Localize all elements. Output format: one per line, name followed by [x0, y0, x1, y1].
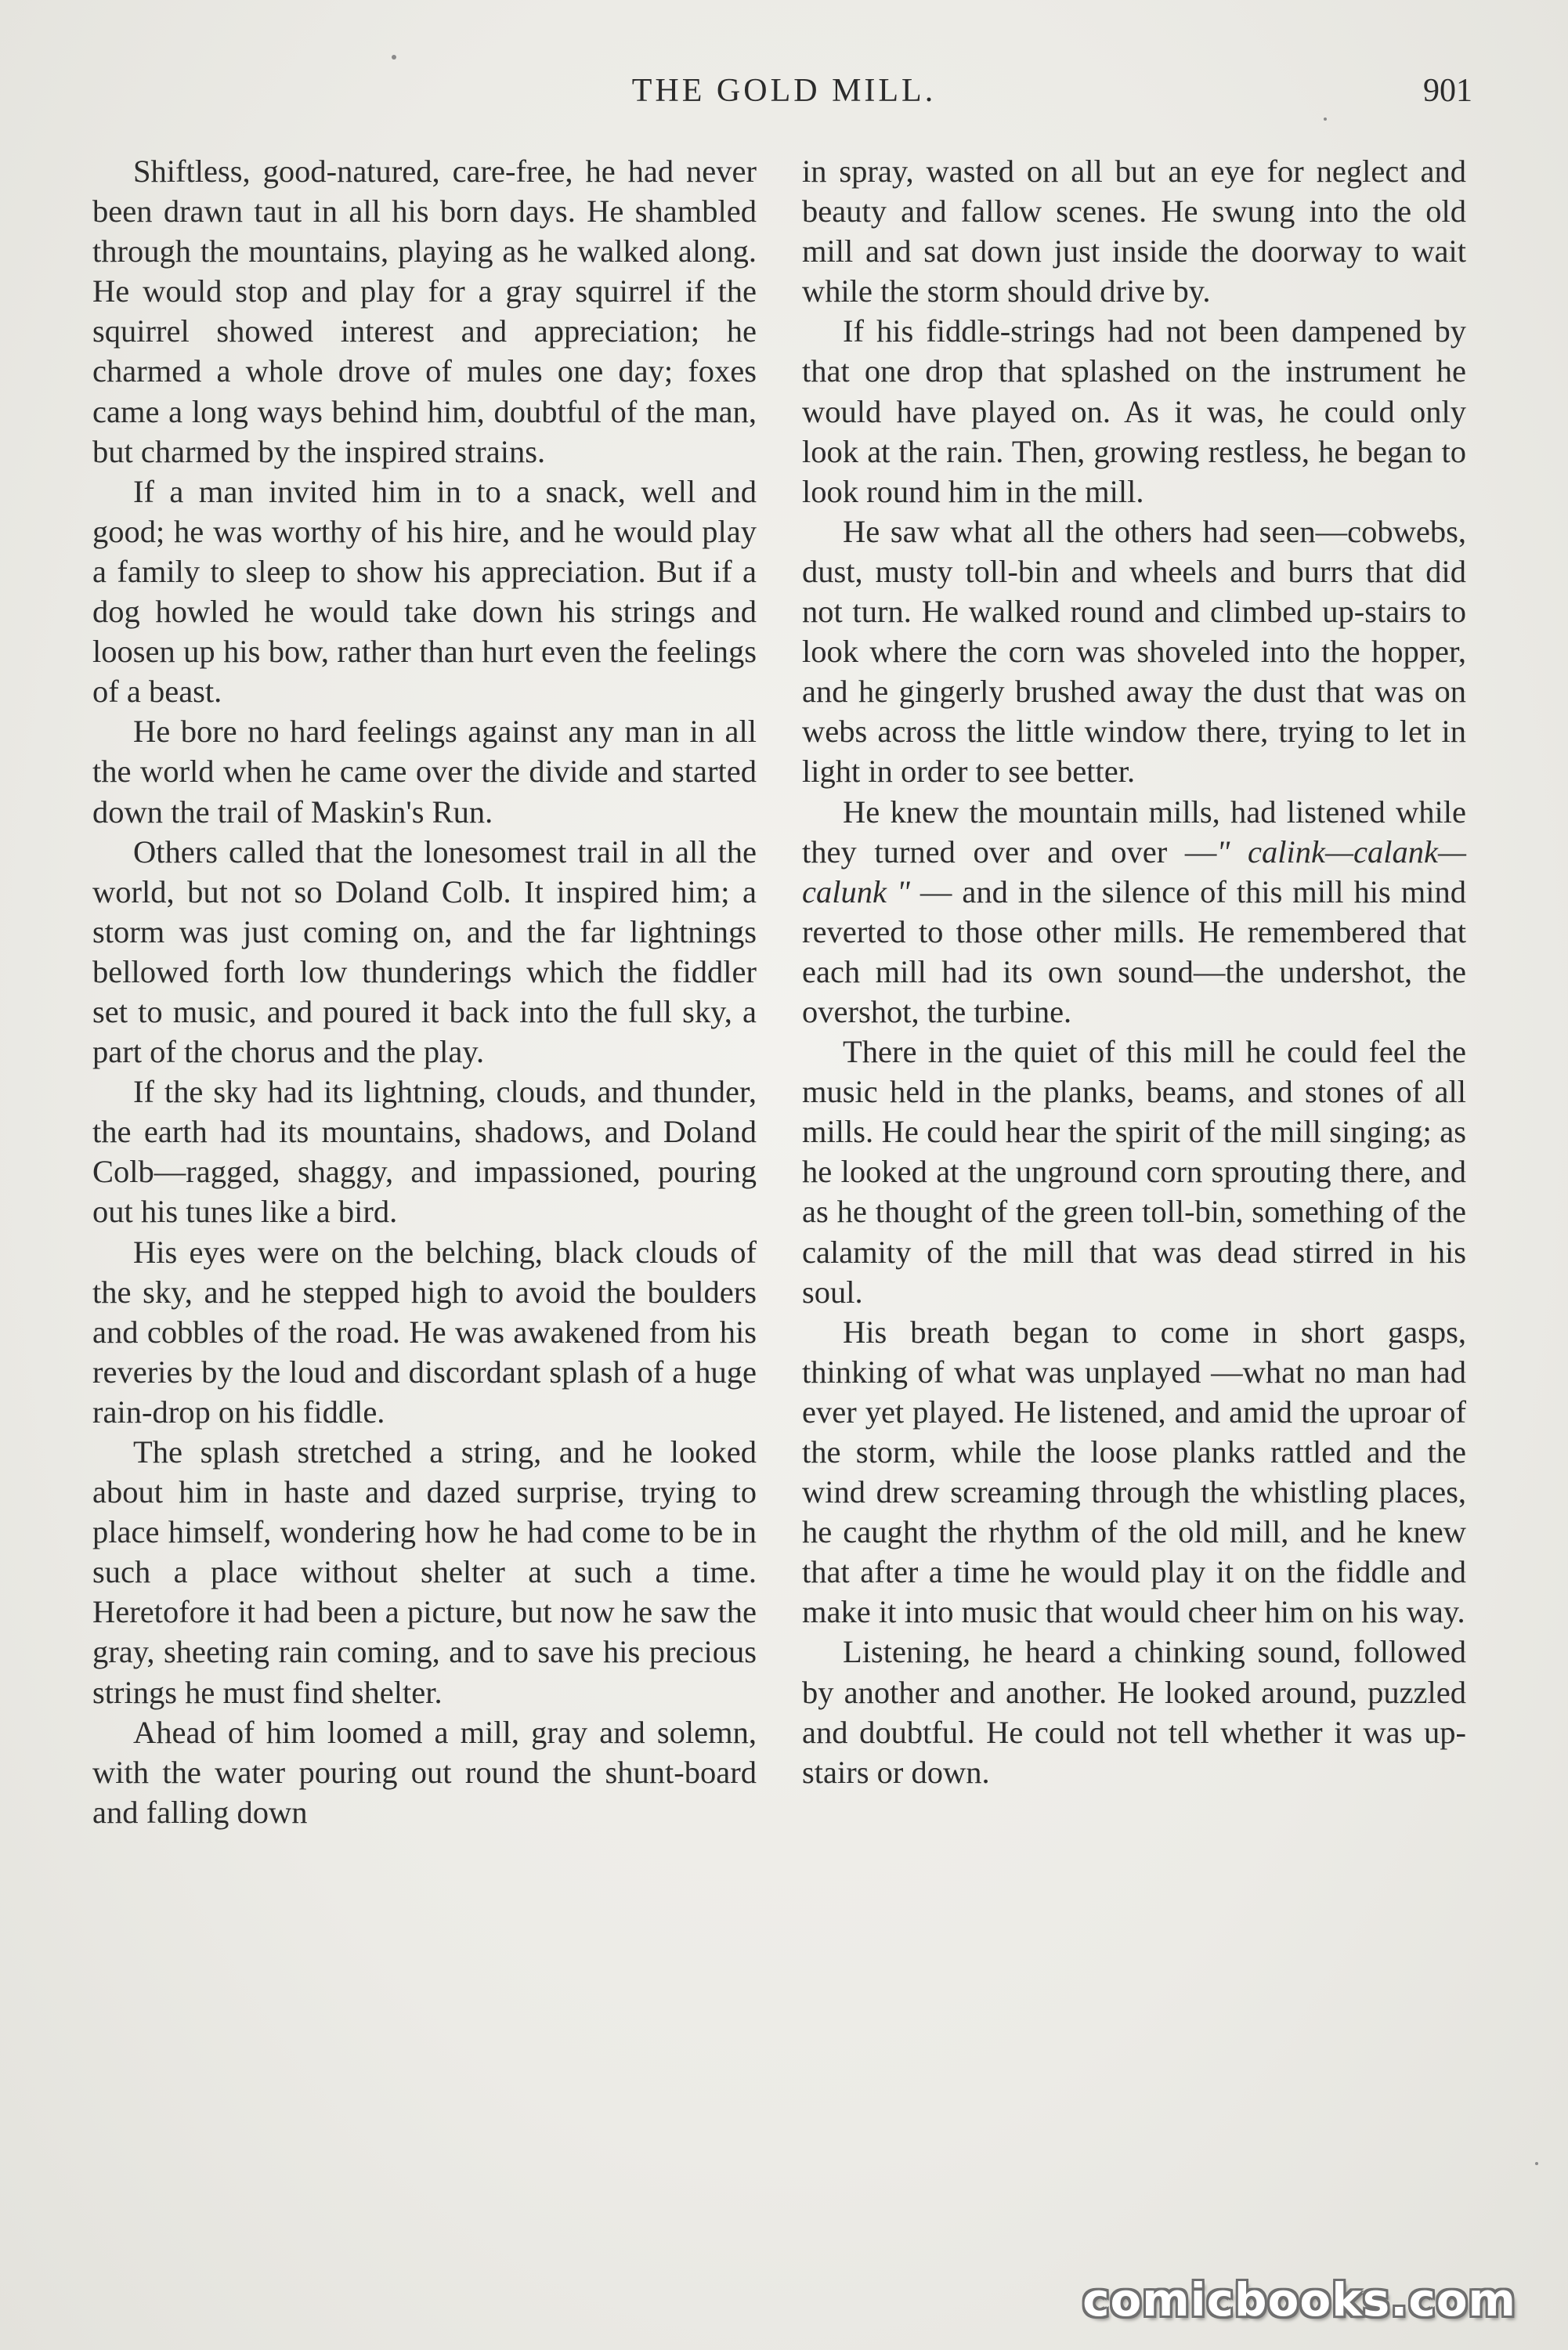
paragraph: He saw what all the others had seen—cobwebs, dust, musty toll-bin and wheels and burrs that did not turn. He walked round and climbed up-stairs to look where the corn was shoveled into the hopper, and he gingerly brushed away the dust that was on webs across the little window there, trying to let in light in order to see better. [802, 513, 1466, 790]
paragraph: The splash stretched a string, and he looked about him in haste and dazed surprise, trying to place himself, wondering how he had come to be in such a place without shelter at such a time. Heretofore it had been a picture, but now he saw the gray, sheeting rain coming, and to save his precious strings he must find shelter. [92, 1434, 757, 1710]
print-speck [1535, 2162, 1538, 2165]
left-column [92, 151, 757, 1832]
print-speck [392, 55, 396, 60]
running-title: THE GOLD MILL. [631, 73, 937, 109]
paragraph-continued: in spray, wasted on all but an eye for neglect and beauty and fallow scenes. He swung into the old mill and sat down just inside the doorway to wait while the storm should drive by. [802, 154, 1466, 309]
paragraph: Others called that the lonesomest trail in all the world, but not so Doland Colb. It inspired him; a storm was just coming on, and the far lightnings bellowed forth low thunderings which the fiddler set to music, and poured it back into the full sky, a part of the chorus and the play. [92, 833, 757, 1070]
right-column [802, 151, 1466, 1792]
paragraph: Listening, he heard a chinking sound, followed by another and another. He looked around, puzzled and doubtful. He could not tell whether it was up-stairs or down. [802, 1634, 1466, 1790]
paragraph: Shiftless, good-natured, care-free, he had never been drawn taut in all his born days. He shambled through the mountains, playing as he walked along. He would stop and play for a gray squirrel if the squirrel showed interest and appreciation; he charmed a whole drove of mules one day; foxes came a long ways behind him, doubtful of the man, but charmed by the inspired strains. [92, 154, 757, 469]
paragraph: Ahead of him loomed a mill, gray and solemn, with the water pouring out round the shunt-board and falling down [92, 1714, 757, 1830]
print-speck [1324, 118, 1327, 121]
page-header [0, 72, 1568, 119]
page-number: 901 [1423, 73, 1472, 109]
paragraph-text: — and in the silence of this mill his mind reverted to those other mills. He remembered that each mill had its own sound—the undershot, the overshot, the turbine. [802, 873, 1466, 1029]
paragraph: If his fiddle-strings had not been dampened by that one drop that splashed on the instrument he would have played on. As it was, he could only look at the rain. Then, growing restless, he began to look round him in the mill. [802, 313, 1466, 509]
mill-sound-quote: " calink—calank—calunk " [802, 833, 1466, 909]
paragraph: If a man invited him in to a snack, well and good; he was worthy of his hire, and he would play a family to sleep to show his appreciation. But if a dog howled he would take down his strings and loosen up his bow, rather than hurt even the feelings of a beast. [92, 473, 757, 710]
paragraph: He bore no hard feelings against any man in all the world when he came over the divide and started down the trail of Maskin's Run. [92, 714, 757, 830]
watermark-logo: comicbooks.com [1082, 2273, 1516, 2326]
paragraph: There in the quiet of this mill he could feel the music held in the planks, beams, and stones of all mills. He could hear the spirit of the mill singing; as he looked at the unground corn sprouting there, and as he thought of the green toll-bin, something of the calamity of the mill that was dead stirred in his soul. [802, 1034, 1466, 1310]
paragraph: His eyes were on the belching, black clouds of the sky, and he stepped high to avoid the boulders and cobbles of the road. He was awakened from his reveries by the loud and discordant splash of a huge rain-drop on his fiddle. [92, 1234, 757, 1430]
paragraph-text: He knew the mountain mills, had listened while they turned over and over — [802, 794, 1466, 870]
paragraph: His breath began to come in short gasps, thinking of what was unplayed —what no man had ever yet played. He listened, and amid the uproar of the storm, while the loose planks rattled and the wind drew screaming through the whistling places, he caught the rhythm of the old mill, and he knew that after a time he would play it on the fiddle and make it into music that would cheer him on his way. [802, 1314, 1466, 1630]
paragraph: If the sky had its lightning, clouds, and thunder, the earth had its mountains, shadows, and Doland Colb—ragged, shaggy, and impassioned, pouring out his tunes like a bird. [92, 1074, 757, 1230]
paragraph [802, 792, 1466, 1032]
